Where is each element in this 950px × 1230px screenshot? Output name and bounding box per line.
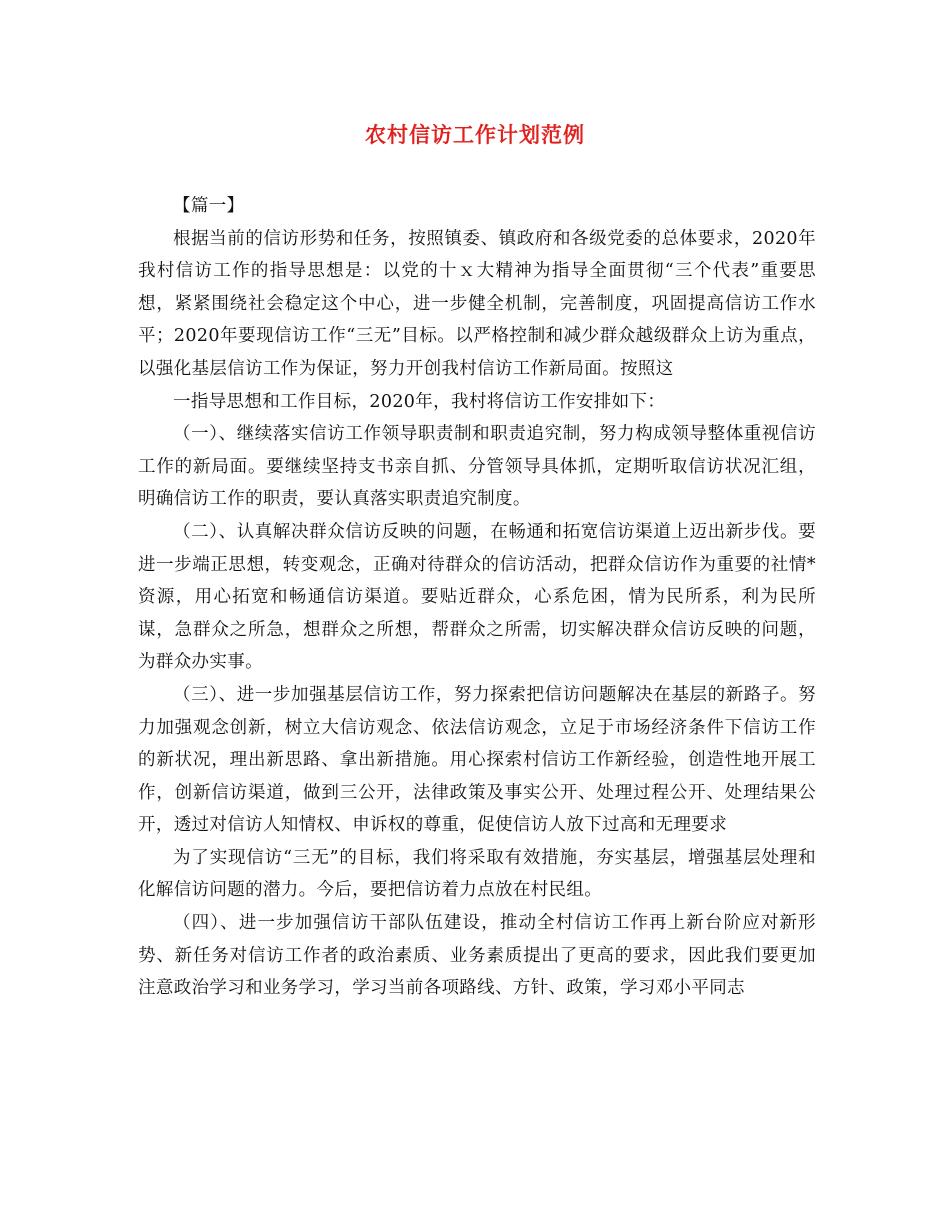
paragraph-goal: 为了实现信访“三无”的目标，我们将采取有效措施，夯实基层，增强基层处理和化解信访问题的潜力。今后，要把信访着力点放在村民组。	[138, 847, 816, 901]
paragraph-item-1: （一）、继续落实信访工作领导职责制和职责追究制，努力构成领导整体重视信访工作的新局面。要继续坚持支书亲自抓、分管领导具体抓，定期听取信访状况汇组，明确信访工作的职责，要认真落实职责追究制度。	[138, 424, 816, 510]
document-body	[138, 190, 816, 1005]
document-title: 农村信访工作计划范例	[365, 122, 585, 147]
paragraph-intro-continued: 一指导思想和工作目标，2020年，我村将信访工作安排如下：	[173, 391, 666, 412]
paragraph-item-4: （四）、进一步加强信访干部队伍建设，推动全村信访工作再上新台阶应对新形势、新任务对信访工作者的政治素质、业务素质提出了更高的要求，因此我们要更加注意政治学习和业务学习，学习当前各项路线、方针、政策，学习邓小平同志	[138, 913, 816, 999]
paragraph-intro: 根据当前的信访形势和任务，按照镇委、镇政府和各级党委的总体要求，2020年我村信访工作的指导思想是：以党的十ｘ大精神为指导全面贯彻“三个代表”重要思想，紧紧围绕社会稳定这个中心，进一步健全机制，完善制度，巩固提高信访工作水平；2020年要现信访工作“三无”目标。以严格控制和减少群众越级群众上访为重点，以强化基层信访工作为保证，努力开创我村信访工作新局面。按照这	[138, 228, 816, 379]
paragraph-item-2: （二）、认真解决群众信访反映的问题，在畅通和拓宽信访渠道上迈出新步伐。要进一步端正思想，转变观念，正确对待群众的信访活动，把群众信访作为重要的社情*资源，用心拓宽和畅通信访渠道。要贴近群众，心系危困，情为民所系，利为民所谋，急群众之所急，想群众之所想，帮群众之所需，切实解决群众信访反映的问题，为群众办实事。	[138, 521, 816, 673]
paragraph-item-3: （三）、进一步加强基层信访工作，努力探索把信访问题解决在基层的新路子。努力加强观念创新，树立大信访观念、依法信访观念，立足于市场经济条件下信访工作的新状况，理出新思路、拿出新措施。用心探索村信访工作新经验，创造性地开展工作，创新信访渠道，做到三公开，法律政策及事实公开、处理过程公开、处理结果公开，透过对信访人知情权、申诉权的尊重，促使信访人放下过高和无理要求	[138, 684, 816, 836]
section-label: 【篇一】	[173, 196, 245, 216]
